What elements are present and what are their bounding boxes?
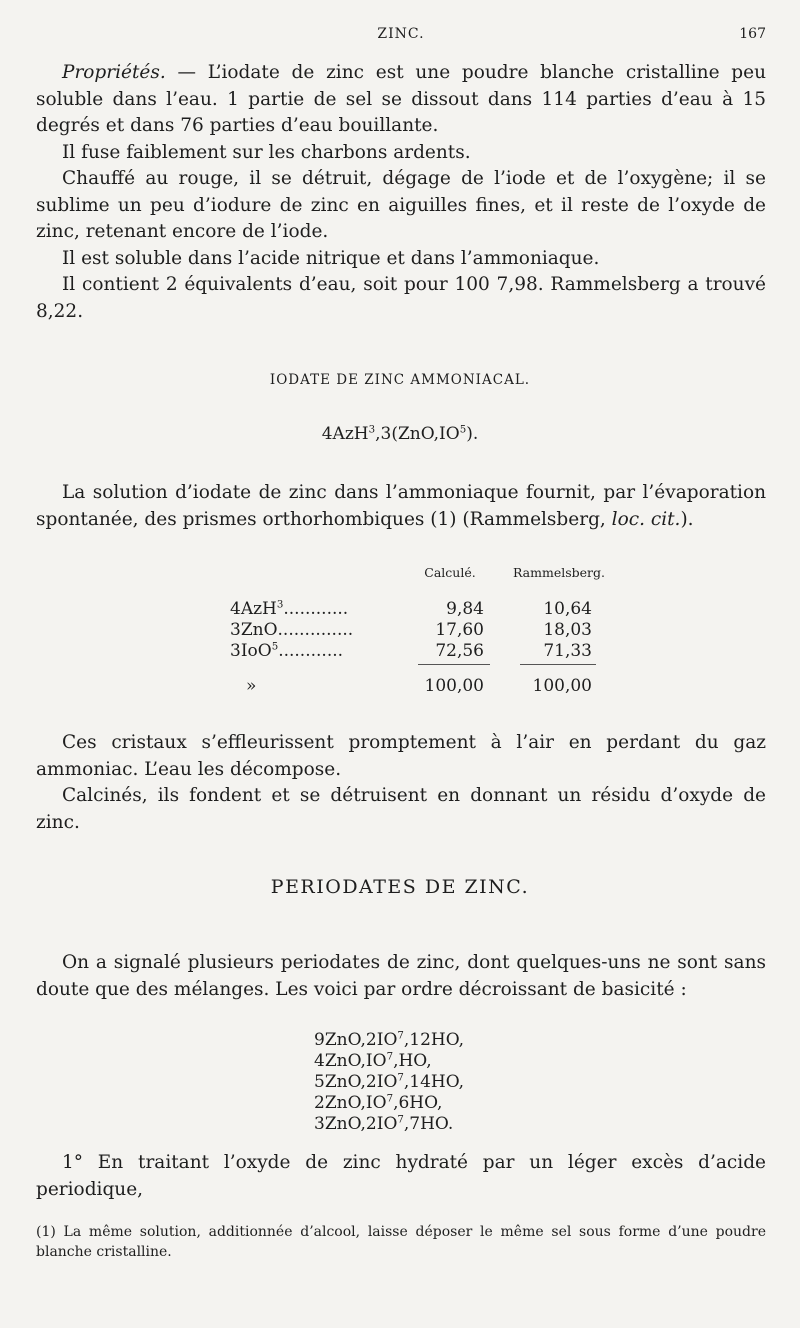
formula-ammoniacal <box>0 424 800 444</box>
formula-tail: ,14HO, <box>403 1072 465 1092</box>
formula-tail: ,7HO. <box>403 1114 454 1134</box>
table-header-row <box>230 562 610 583</box>
formula-tail: ,6HO, <box>393 1093 443 1113</box>
intro-pre: La solution d’iodate de zinc dans l’ammoniaque fournit, par l’évaporation spontanée, des prismes orthorhombiques (1) (Rammelsberg, <box>36 482 766 530</box>
col-header-calc: Calculé. <box>424 565 476 580</box>
paragraph-properties <box>36 60 766 140</box>
row-leader: .............. <box>277 620 354 640</box>
formula-line <box>314 1051 464 1072</box>
formula-sup: 7 <box>397 1030 404 1042</box>
row-calc-value: 17,60 <box>435 620 484 640</box>
sum-rule-calc <box>418 664 490 665</box>
paragraph-heating: Chauffé au rouge, il se détruit, dégage de l’iode et de l’oxygène; il se sublime un peu d’iodure de zinc en aiguilles fines, et il reste de l’oxyde de zinc, retenant encore de l’iode. <box>36 168 766 242</box>
formula-line <box>314 1072 464 1093</box>
row-label <box>230 620 353 641</box>
running-header <box>36 26 766 48</box>
row-formula: 3ZnO <box>230 620 278 640</box>
method-block <box>36 1150 766 1203</box>
paragraph-calcination: Calcinés, ils fondent et se détruisent en donnant un résidu d’oxyde de zinc. <box>36 785 766 833</box>
page-number: 167 <box>739 26 766 42</box>
row-formula-sup: 3 <box>276 599 284 611</box>
formula-line <box>314 1114 464 1135</box>
running-title: ZINC. <box>377 26 425 42</box>
row-ramm-value: 10,64 <box>543 599 592 619</box>
formula-part-c: ). <box>466 424 479 444</box>
formula-tail: ,HO, <box>393 1051 432 1071</box>
footnote-text: (1) La même solution, additionnée d’alcool, laisse déposer le même sel sous forme d’une poudre blanche cristalline. <box>36 1224 766 1260</box>
paragraph-fusion: Il fuse faiblement sur les charbons ardents. <box>62 141 471 163</box>
paragraph-water-content: Il contient 2 équivalents d’eau, soit pour 100 7,98. Rammelsberg a trouvé 8,22. <box>36 274 766 322</box>
formula-text: 9ZnO,2IO <box>314 1030 398 1050</box>
row-ramm-value: 18,03 <box>543 620 592 640</box>
periodate-formula-list <box>314 1030 464 1135</box>
formula-text: 4ZnO,IO <box>314 1051 387 1071</box>
paragraph-ammoniacal-intro <box>36 480 766 533</box>
row-label <box>230 641 343 662</box>
formula-line <box>314 1030 464 1051</box>
paragraph-solubility: Il est soluble dans l’acide nitrique et dans l’ammoniaque. <box>62 247 600 269</box>
formula-sup-b: 5 <box>459 424 467 436</box>
paragraph-method-1: 1° En traitant l’oxyde de zinc hydraté par un léger excès d’acide periodique, <box>36 1152 766 1200</box>
formula-part-a: 4AzH <box>321 424 369 444</box>
row-formula: 4AzH <box>230 599 277 619</box>
formula-sup-a: 3 <box>368 424 376 436</box>
row-formula-sup: 5 <box>271 641 279 653</box>
ammoniacal-intro-block <box>36 480 766 533</box>
formula-tail: ,12HO, <box>403 1030 465 1050</box>
row-calc-value: 9,84 <box>446 599 484 619</box>
formula-text: 2ZnO,IO <box>314 1093 387 1113</box>
table-row <box>230 599 610 620</box>
total-calc: 100,00 <box>424 676 484 696</box>
intro-citation: loc. cit. <box>611 508 681 530</box>
properties-label: Propriétés. <box>62 62 166 83</box>
row-formula: 3IoO <box>230 641 272 661</box>
table-spacer <box>230 583 610 599</box>
row-calc-value: 72,56 <box>435 641 484 661</box>
formula-text: 5ZnO,2IO <box>314 1072 398 1092</box>
section-title-periodates: PERIODATES DE ZINC. <box>270 876 530 898</box>
row-leader: ............ <box>283 599 349 619</box>
composition-table <box>230 562 610 697</box>
intro-post: ). <box>680 508 694 530</box>
total-ramm: 100,00 <box>532 676 592 696</box>
formula-sup: 7 <box>386 1051 394 1063</box>
row-ramm-value: 71,33 <box>543 641 592 661</box>
section-title-ammoniacal: IODATE DE ZINC AMMONIACAL. <box>269 372 531 388</box>
properties-text: — L’iodate de zinc est une poudre blanche cristalline peu soluble dans l’eau. 1 partie de sel se dissout dans 114 parties d’eau à 15 degrés et dans 76 parties d’eau bouillante. <box>36 62 766 136</box>
total-marker: » <box>246 676 257 696</box>
formula-part-b: ,3(ZnO,IO <box>375 424 460 444</box>
table-row <box>230 641 610 662</box>
sum-rule-ramm <box>520 664 596 665</box>
paragraph-efflorescence: Ces cristaux s’effleurissent promptement à l’air en perdant du gaz ammoniac. L’eau les décompose. <box>36 732 766 780</box>
formula-sup: 7 <box>397 1072 404 1084</box>
formula-text: 3ZnO,2IO <box>314 1114 398 1134</box>
table-total-row <box>230 676 610 697</box>
footnote <box>36 1222 766 1262</box>
col-header-ramm: Rammelsberg. <box>512 565 606 580</box>
paragraph-periodates-intro: On a signalé plusieurs periodates de zinc, dont quelques-uns ne sont sans doute que des mélanges. Les voici par ordre décroissant de basicité : <box>36 952 766 1000</box>
formula-sup: 7 <box>397 1114 404 1126</box>
after-table-block <box>36 730 766 836</box>
row-leader: ............ <box>278 641 344 661</box>
periodates-intro-block <box>36 950 766 1003</box>
table-row <box>230 620 610 641</box>
formula-sup: 7 <box>386 1093 394 1105</box>
properties-block <box>36 60 766 325</box>
row-label <box>230 599 348 620</box>
formula-line <box>314 1093 464 1114</box>
